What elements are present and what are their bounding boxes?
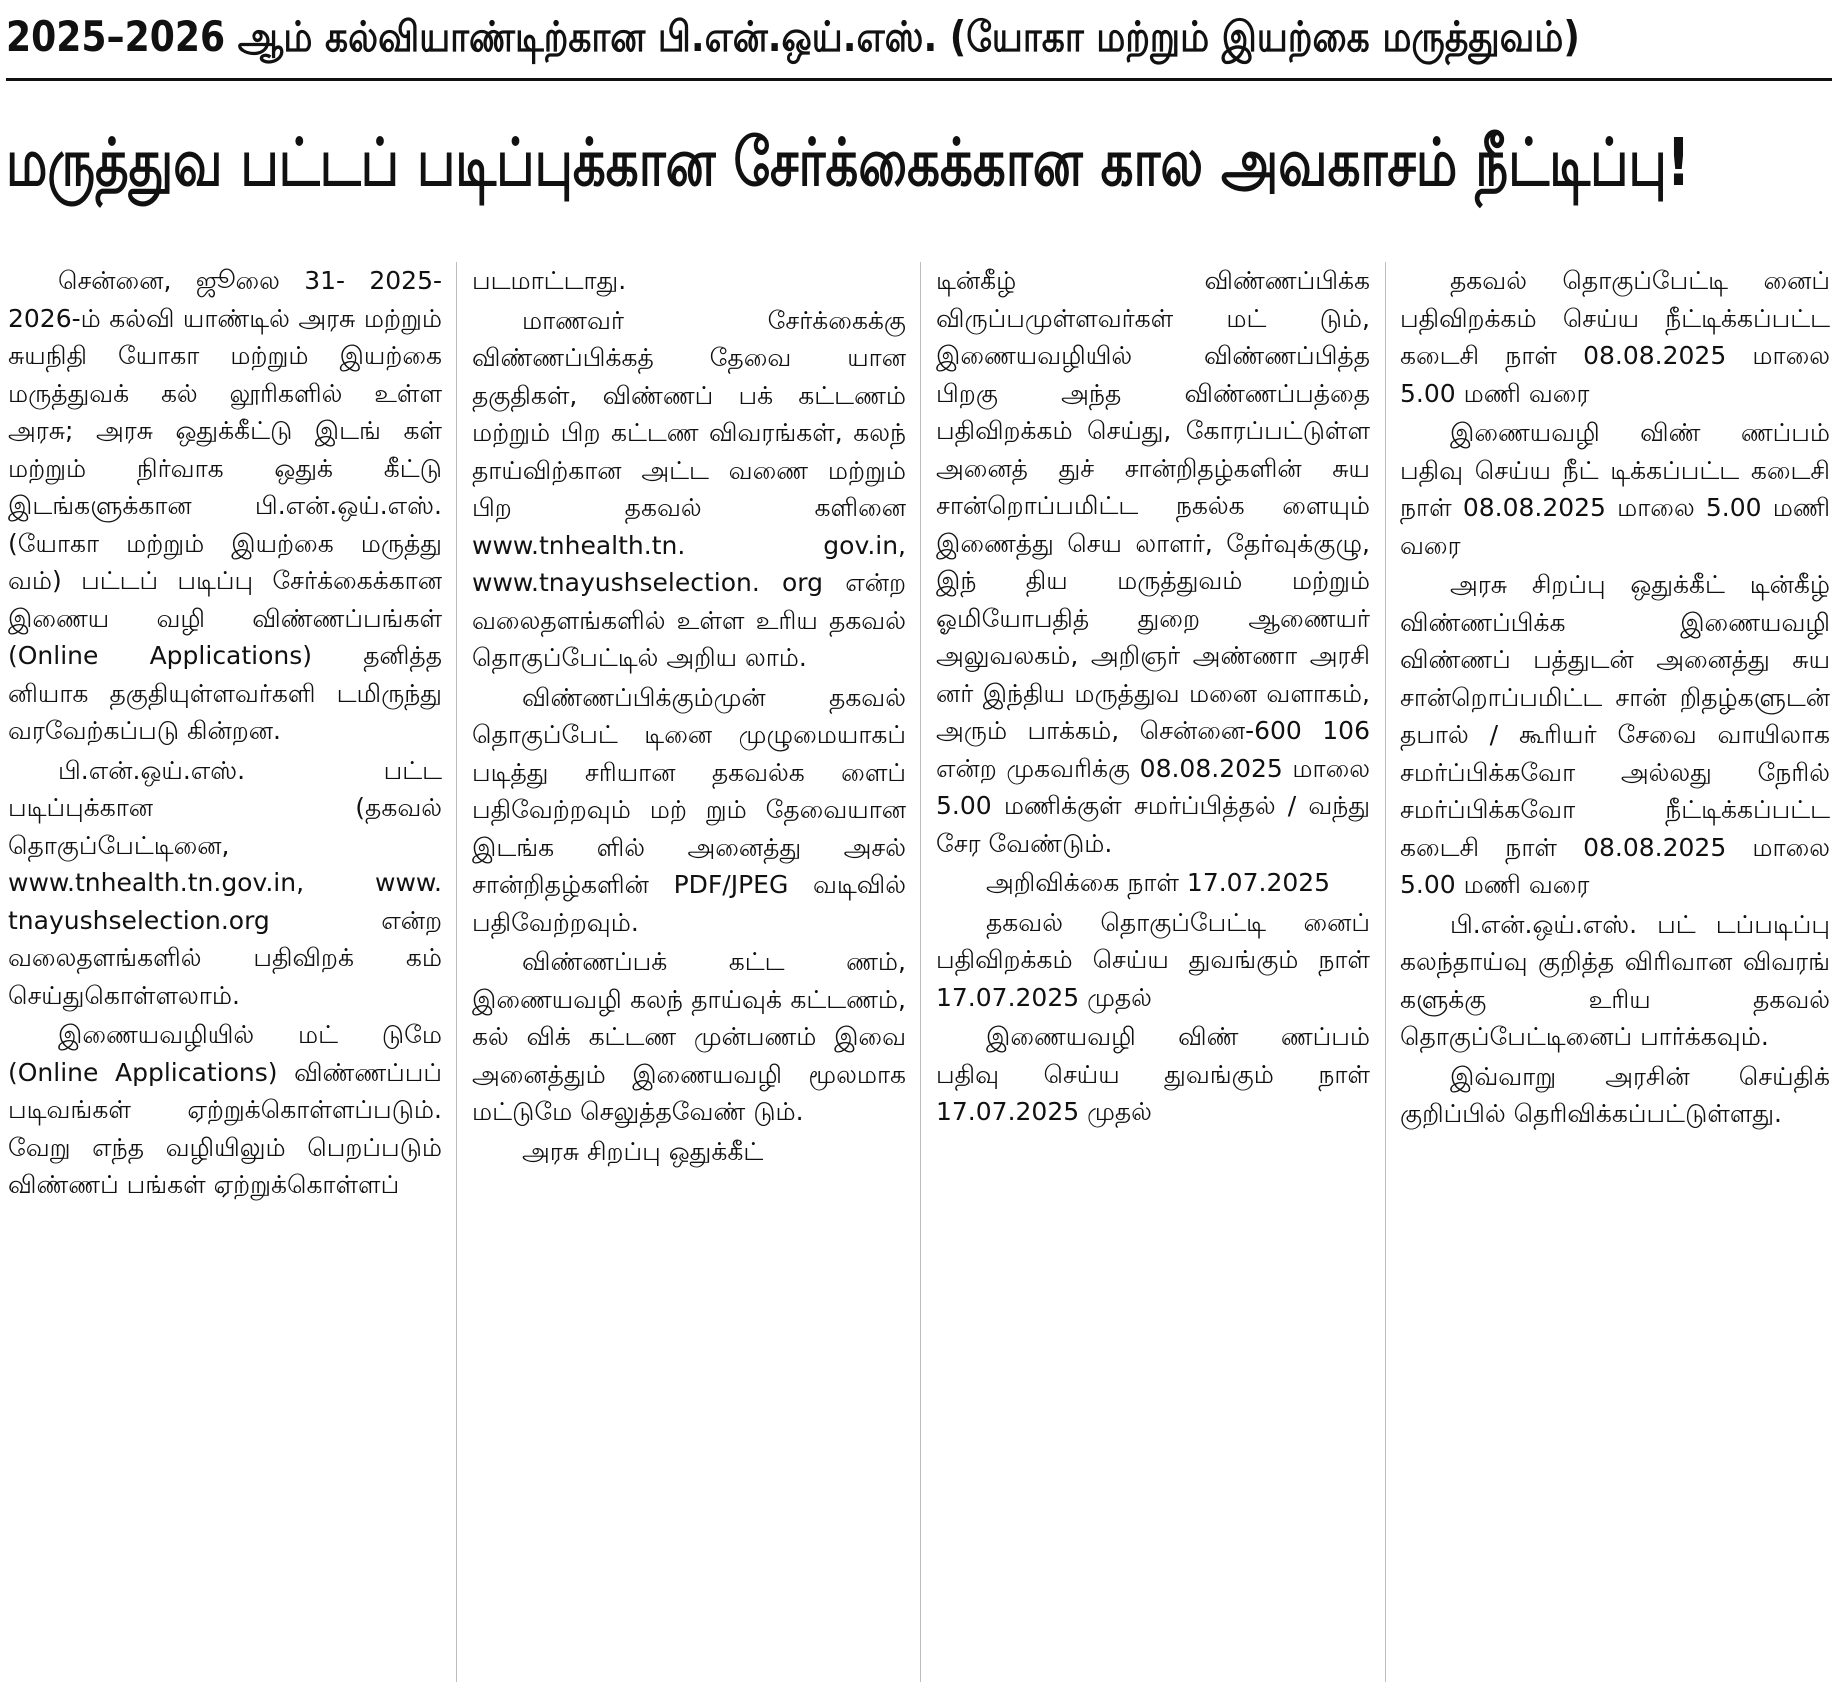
column-divider — [456, 262, 457, 1682]
download-deadline-line: தகவல் தொகுப்பேட்டி னைப் பதிவிறக்கம் செய்ய நீட்டிக்கப்பட்ட கடைசி நாள் 08.08.2025 மாலை 5.00 மணி வரை — [1400, 266, 1830, 408]
main-headline: மருத்துவ பட்டப் படிப்புக்கான சேர்க்கைக்கான கால அவகாசம் நீட்டிப்பு! — [6, 124, 1691, 201]
kicker-underline-rule — [6, 78, 1832, 81]
kicker-headline: 2025–2026 ஆம் கல்வியாண்டிற்கான பி.என்.ஒய்.எஸ். (யோகா மற்றும் இயற்கை மருத்துவம்) — [6, 12, 1580, 61]
column-divider — [920, 262, 921, 1682]
article-paragraph: விண்ணப்பக் கட்ட ணம், இணையவழி கலந் தாய்வுக் கட்டணம், கல் விக் கட்டண முன்பணம் இவை அனைத்தும் இணையவழி மூலமாக மட்டுமே செலுத்தவேண் டும். — [472, 947, 906, 1126]
article-paragraph: டின்கீழ் விண்ணப்பிக்க விருப்பமுள்ளவர்கள் மட் டும், இணையவழியில் விண்ணப்பித்த பிறகு அந்த விண்ணப்பத்தை பதிவிறக்கம் செய்து, கோரப்பட்டுள்ள அனைத் துச் சான்றிதழ்களின் சுய சான்றொப்பமிட்ட நகல்க ளையும் இணைத்து செய லாளர், தேர்வுக்குழு, இந் திய மருத்துவம் மற்றும் ஓமியோபதித் துறை ஆணையர் அலுவலகம், அறிஞர் அண்ணா அரசி னர் இந்திய மருத்துவ மனை வளாகம், அரும் பாக்கம், சென்னை-600 106 என்ற முகவரிக்கு 08.08.2025 மாலை 5.00 மணிக்குள் சமர்ப்பித்தல் / வந்து சேர வேண்டும். — [936, 266, 1370, 858]
download-start-date-line: தகவல் தொகுப்பேட்டி னைப் பதிவிறக்கம் செய்ய துவங்கும் நாள் 17.07.2025 முதல் — [936, 907, 1370, 1012]
article-column-4 — [1400, 262, 1830, 1682]
notice-date-line: அறிவிக்கை நாள் 17.07.2025 — [986, 868, 1331, 897]
article-closing-paragraph: இவ்வாறு அரசின் செய்திக் குறிப்பில் தெரிவிக்கப்பட்டுள்ளது. — [1400, 1061, 1830, 1128]
article-paragraph: பி.என்.ஒய்.எஸ். பட்ட படிப்புக்கான (தகவல் தொகுப்பேட்டினை, www.tnhealth.tn.gov.in, www. tnayushselection.org என்ற வலைதளங்களில் பதிவிறக் கம் செய்துகொள்ளலாம். — [8, 755, 442, 1010]
article-column-1 — [8, 262, 442, 1682]
article-paragraph: சென்னை, ஜூலை 31- 2025-2026-ம் கல்வி யாண்டில் அரசு மற்றும் சுயநிதி யோகா மற்றும் இயற்கை மருத்துவக் கல் லூரிகளில் உள்ள அரசு; அரசு ஒதுக்கீட்டு இடங் கள் மற்றும் நிர்வாக ஒதுக் கீட்டு இடங்களுக்கான பி.என்.ஒய்.எஸ். (யோகா மற்றும் இயற்கை மருத்து வம்) பட்டப் படிப்பு சேர்க்கைக்கான இணைய வழி விண்ணப்பங்கள் (Online Applications) தனித்த னியாக தகுதியுள்ளவர்களி டமிருந்து வரவேற்கப்படு கின்றன. — [8, 266, 442, 745]
article-column-3 — [936, 262, 1370, 1682]
article-paragraph: மாணவர் சேர்க்கைக்கு விண்ணப்பிக்கத் தேவை யான தகுதிகள், விண்ணப் பக் கட்டணம் மற்றும் பிற கட்டண விவரங்கள், கலந் தாய்விற்கான அட்ட வணை மற்றும் பிற தகவல் களினை www.tnhealth.tn. gov.in, www.tnayushselection. org என்ற வலைதளங்களில் உள்ள உரிய தகவல் தொகுப்பேட்டில் அறிய லாம். — [472, 305, 906, 672]
article-paragraph: இணையவழியில் மட் டுமே (Online Applications) விண்ணப்பப் படிவங்கள் ஏற்றுக்கொள்ளப்படும். வேறு எந்த வழியிலும் பெறப்படும் விண்ணப் பங்கள் ஏற்றுக்கொள்ளப் — [8, 1020, 442, 1199]
article-paragraph: படமாட்டாது. — [472, 266, 627, 295]
article-paragraph: பி.என்.ஒய்.எஸ். பட் டப்படிப்பு கலந்தாய்வு குறித்த விரிவான விவரங் களுக்கு உரிய தகவல் தொகுப்பேட்டினைப் பார்க்கவும். — [1400, 909, 1830, 1051]
article-paragraph: அரசு சிறப்பு ஒதுக்கீட் — [522, 1136, 764, 1166]
registration-start-date-line: இணையவழி விண் ணப்பம் பதிவு செய்ய துவங்கும் நாள் 17.07.2025 முதல் — [936, 1022, 1370, 1126]
article-paragraph: விண்ணப்பிக்கும்முன் தகவல் தொகுப்பேட் டினை முழுமையாகப் படித்து சரியான தகவல்க ளைப் பதிவேற்றவும் மற் றும் தேவையான இடங்க ளில் அனைத்து அசல் சான்றிதழ்களின் PDF/JPEG வடிவில் பதிவேற்றவும். — [472, 682, 906, 937]
article-column-2 — [472, 262, 906, 1682]
registration-deadline-line: இணையவழி விண் ணப்பம் பதிவு செய்ய நீட் டிக்கப்பட்ட கடைசி நாள் 08.08.2025 மாலை 5.00 மணி வரை — [1400, 418, 1830, 560]
article-paragraph: அரசு சிறப்பு ஒதுக்கீட் டின்கீழ் விண்ணப்பிக்க இணையவழி விண்ணப் பத்துடன் அனைத்து சுய சான்றொப்பமிட்ட சான் றிதழ்களுடன் தபால் / கூரியர் சேவை வாயிலாக சமர்ப்பிக்கவோ அல்லது நேரில் சமர்ப்பிக்கவோ நீட்டிக்கப்பட்ட கடைசி நாள் 08.08.2025 மாலை 5.00 மணி வரை — [1400, 570, 1830, 899]
column-divider — [1385, 262, 1386, 1682]
